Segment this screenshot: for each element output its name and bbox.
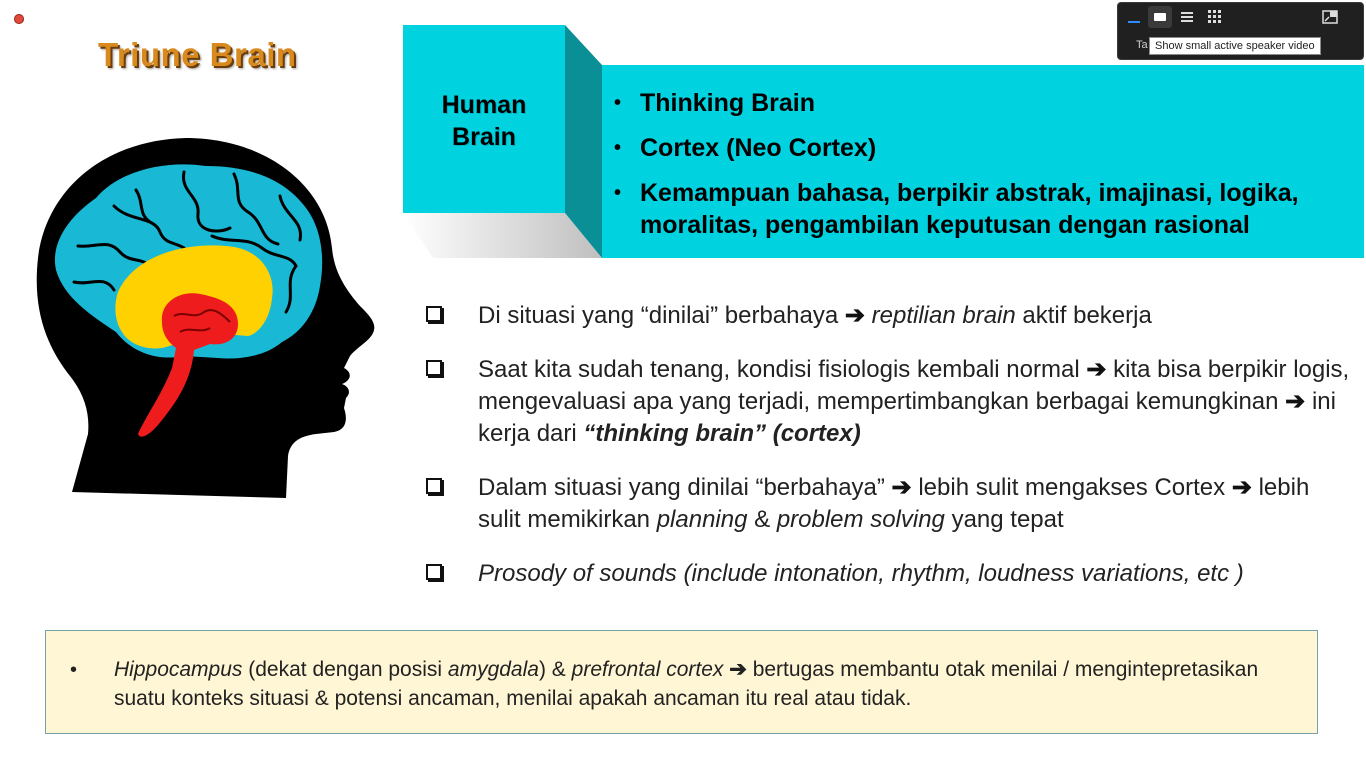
bullet-icon: • bbox=[70, 659, 78, 681]
toolbar-tab-label: Ta bbox=[1136, 39, 1148, 51]
bullet-point-4: Prosody of sounds (include intonation, rhythm, loudness variations, etc ) bbox=[424, 558, 1354, 590]
tooltip: Show small active speaker video bbox=[1149, 37, 1321, 55]
checkbox-bullet-icon bbox=[426, 564, 442, 580]
arrow-right-icon: ➔ bbox=[1285, 388, 1306, 415]
note-text: Hippocampus (dekat dengan posisi amygdala) & prefrontal cortex ➔ bertugas membantu otak menilai / mengintepretasikan suatu konteks situasi & potensi ancaman, menilai apakah ancaman itu real atau tidak. bbox=[114, 658, 1259, 710]
bullet-icon: • bbox=[614, 137, 622, 159]
head-brain-illustration bbox=[34, 136, 378, 500]
bullet-point-1: Di situasi yang “dinilai” berbahaya ➔ reptilian brain aktif bekerja bbox=[424, 300, 1354, 332]
small-speaker-view-button[interactable] bbox=[1148, 6, 1172, 28]
minimize-video-button[interactable] bbox=[1122, 6, 1146, 28]
strip-view-icon bbox=[1181, 12, 1193, 22]
bullet-icon: • bbox=[614, 182, 622, 204]
arrow-right-icon: ➔ bbox=[1231, 474, 1252, 501]
bullet-point-2: Saat kita sudah tenang, kondisi fisiologis kembali normal ➔ kita bisa berpikir logis, mengevaluasi apa yang terjadi, mempertimbangkan berbagai kemungkinan ➔ ini kerja dari “thinking brain” (cortex) bbox=[424, 354, 1354, 450]
recording-indicator-icon bbox=[14, 14, 24, 24]
human-brain-points bbox=[612, 87, 1352, 254]
list-item: • Kemampuan bahasa, berpikir abstrak, imajinasi, logika, moralitas, pengambilan keputusan dengan rasional bbox=[614, 179, 1299, 239]
grid-view-icon bbox=[1208, 10, 1222, 24]
arrow-right-icon: ➔ bbox=[891, 474, 912, 501]
bullet-icon: • bbox=[614, 92, 622, 114]
checkbox-bullet-icon bbox=[426, 306, 442, 322]
arrow-right-icon: ➔ bbox=[844, 302, 865, 329]
human-brain-label: Human Brain bbox=[441, 91, 527, 151]
human-brain-box bbox=[403, 25, 565, 213]
small-video-icon bbox=[1154, 13, 1166, 21]
checkbox-bullet-icon bbox=[426, 478, 442, 494]
arrow-right-icon: ➔ bbox=[1086, 356, 1107, 383]
hippocampus-note-box bbox=[45, 630, 1318, 734]
expand-window-icon bbox=[1322, 10, 1338, 24]
minimize-icon bbox=[1128, 21, 1140, 23]
list-item: • Thinking Brain bbox=[614, 89, 815, 117]
slide-title: Triune Brain bbox=[98, 36, 297, 73]
main-bullets bbox=[424, 300, 1354, 612]
checkbox-bullet-icon bbox=[426, 360, 442, 376]
speaker-view-button[interactable] bbox=[1175, 6, 1199, 28]
gallery-view-button[interactable] bbox=[1203, 6, 1227, 28]
bullet-point-3: Dalam situasi yang dinilai “berbahaya” ➔ lebih sulit mengakses Cortex ➔ lebih sulit memikirkan planning & problem solving yang tepat bbox=[424, 472, 1354, 536]
human-brain-panel bbox=[602, 65, 1364, 258]
list-item: • Cortex (Neo Cortex) bbox=[614, 134, 877, 162]
exit-minimized-button[interactable] bbox=[1318, 6, 1342, 28]
arrow-right-icon: ➔ bbox=[729, 658, 747, 681]
